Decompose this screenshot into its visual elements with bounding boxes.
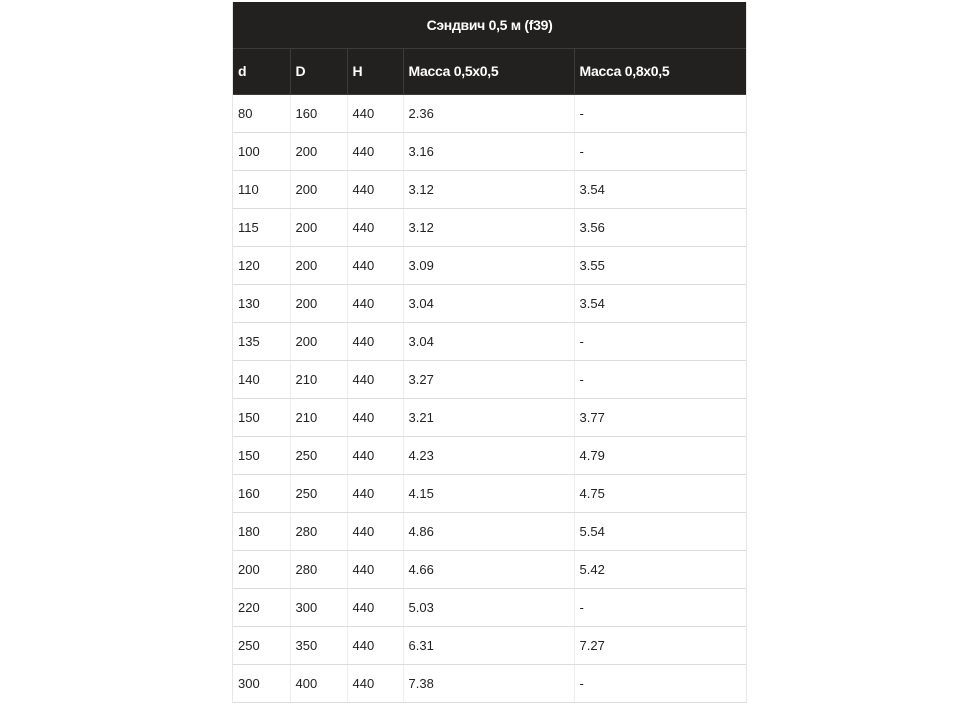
cell-d: 115 bbox=[233, 208, 290, 246]
cell-H: 440 bbox=[347, 550, 403, 588]
cell-mass-05: 5.03 bbox=[403, 588, 574, 626]
cell-mass-08: - bbox=[574, 360, 746, 398]
cell-d: 140 bbox=[233, 360, 290, 398]
table-row bbox=[233, 588, 746, 626]
cell-D: 350 bbox=[290, 626, 347, 664]
cell-mass-05: 3.12 bbox=[403, 208, 574, 246]
cell-mass-05: 2.36 bbox=[403, 94, 574, 132]
cell-H: 440 bbox=[347, 322, 403, 360]
cell-mass-08: 3.55 bbox=[574, 246, 746, 284]
cell-mass-05: 3.21 bbox=[403, 398, 574, 436]
cell-mass-08: 7.27 bbox=[574, 626, 746, 664]
table-row bbox=[233, 474, 746, 512]
cell-mass-05: 3.12 bbox=[403, 170, 574, 208]
cell-H: 440 bbox=[347, 588, 403, 626]
cell-H: 440 bbox=[347, 398, 403, 436]
cell-H: 440 bbox=[347, 132, 403, 170]
table-row bbox=[233, 360, 746, 398]
cell-H: 440 bbox=[347, 360, 403, 398]
table-row bbox=[233, 626, 746, 664]
cell-d: 110 bbox=[233, 170, 290, 208]
cell-d: 120 bbox=[233, 246, 290, 284]
cell-H: 440 bbox=[347, 626, 403, 664]
cell-D: 200 bbox=[290, 322, 347, 360]
cell-mass-08: 3.54 bbox=[574, 284, 746, 322]
cell-D: 210 bbox=[290, 360, 347, 398]
table-row bbox=[233, 550, 746, 588]
cell-H: 440 bbox=[347, 170, 403, 208]
cell-mass-05: 4.66 bbox=[403, 550, 574, 588]
cell-D: 280 bbox=[290, 550, 347, 588]
table-title-row bbox=[233, 2, 746, 48]
cell-d: 130 bbox=[233, 284, 290, 322]
cell-mass-05: 7.38 bbox=[403, 664, 574, 702]
cell-mass-05: 6.31 bbox=[403, 626, 574, 664]
table-row bbox=[233, 246, 746, 284]
cell-H: 440 bbox=[347, 284, 403, 322]
cell-mass-05: 3.27 bbox=[403, 360, 574, 398]
cell-mass-08: 3.54 bbox=[574, 170, 746, 208]
column-header-D: D bbox=[290, 48, 347, 94]
cell-mass-08: - bbox=[574, 322, 746, 360]
cell-mass-08: - bbox=[574, 94, 746, 132]
table-row bbox=[233, 170, 746, 208]
cell-D: 160 bbox=[290, 94, 347, 132]
table-row bbox=[233, 94, 746, 132]
column-header-H: H bbox=[347, 48, 403, 94]
cell-D: 200 bbox=[290, 170, 347, 208]
table-row bbox=[233, 512, 746, 550]
cell-D: 300 bbox=[290, 588, 347, 626]
cell-H: 440 bbox=[347, 512, 403, 550]
table-row bbox=[233, 436, 746, 474]
cell-mass-05: 3.04 bbox=[403, 284, 574, 322]
cell-D: 200 bbox=[290, 132, 347, 170]
cell-mass-05: 4.86 bbox=[403, 512, 574, 550]
table-row bbox=[233, 132, 746, 170]
cell-mass-08: 5.54 bbox=[574, 512, 746, 550]
cell-mass-08: - bbox=[574, 588, 746, 626]
cell-D: 250 bbox=[290, 474, 347, 512]
cell-D: 200 bbox=[290, 208, 347, 246]
cell-mass-05: 4.15 bbox=[403, 474, 574, 512]
cell-d: 220 bbox=[233, 588, 290, 626]
table-row bbox=[233, 208, 746, 246]
table-row bbox=[233, 284, 746, 322]
cell-d: 180 bbox=[233, 512, 290, 550]
cell-mass-05: 3.16 bbox=[403, 132, 574, 170]
table-row bbox=[233, 664, 746, 702]
cell-D: 280 bbox=[290, 512, 347, 550]
cell-D: 250 bbox=[290, 436, 347, 474]
cell-d: 160 bbox=[233, 474, 290, 512]
sandwich-table-container bbox=[232, 2, 747, 703]
cell-H: 440 bbox=[347, 436, 403, 474]
cell-d: 300 bbox=[233, 664, 290, 702]
cell-H: 440 bbox=[347, 94, 403, 132]
table-body bbox=[233, 94, 746, 702]
cell-D: 200 bbox=[290, 246, 347, 284]
cell-d: 200 bbox=[233, 550, 290, 588]
cell-d: 150 bbox=[233, 398, 290, 436]
cell-d: 250 bbox=[233, 626, 290, 664]
cell-mass-08: 5.42 bbox=[574, 550, 746, 588]
cell-mass-08: 4.79 bbox=[574, 436, 746, 474]
cell-d: 100 bbox=[233, 132, 290, 170]
cell-mass-05: 3.09 bbox=[403, 246, 574, 284]
cell-mass-08: - bbox=[574, 132, 746, 170]
cell-D: 200 bbox=[290, 284, 347, 322]
cell-D: 210 bbox=[290, 398, 347, 436]
cell-mass-08: 3.56 bbox=[574, 208, 746, 246]
cell-mass-08: 3.77 bbox=[574, 398, 746, 436]
cell-mass-08: - bbox=[574, 664, 746, 702]
cell-H: 440 bbox=[347, 664, 403, 702]
cell-mass-05: 4.23 bbox=[403, 436, 574, 474]
column-header-mass-05: Масса 0,5х0,5 bbox=[403, 48, 574, 94]
cell-D: 400 bbox=[290, 664, 347, 702]
table-head bbox=[233, 2, 746, 94]
column-header-d: d bbox=[233, 48, 290, 94]
cell-H: 440 bbox=[347, 246, 403, 284]
table-row bbox=[233, 398, 746, 436]
table-header-row bbox=[233, 48, 746, 94]
cell-mass-08: 4.75 bbox=[574, 474, 746, 512]
cell-H: 440 bbox=[347, 208, 403, 246]
sandwich-mass-table bbox=[233, 2, 746, 703]
cell-d: 135 bbox=[233, 322, 290, 360]
column-header-mass-08: Масса 0,8х0,5 bbox=[574, 48, 746, 94]
cell-d: 80 bbox=[233, 94, 290, 132]
cell-d: 150 bbox=[233, 436, 290, 474]
cell-mass-05: 3.04 bbox=[403, 322, 574, 360]
table-title: Сэндвич 0,5 м (f39) bbox=[233, 2, 746, 48]
cell-H: 440 bbox=[347, 474, 403, 512]
table-row bbox=[233, 322, 746, 360]
